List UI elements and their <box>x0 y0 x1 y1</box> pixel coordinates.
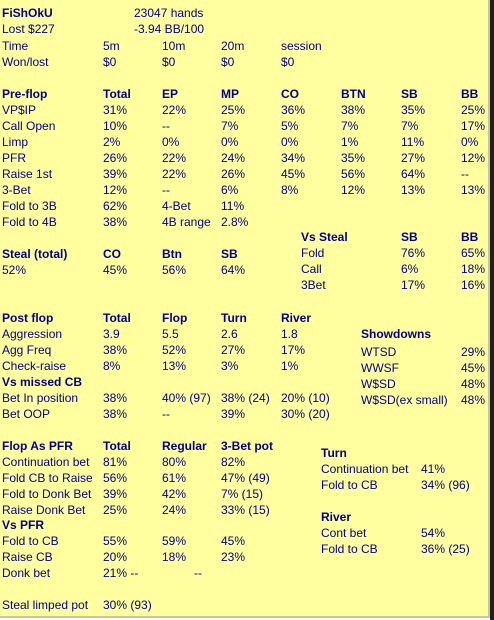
stat-value: 2% <box>103 135 121 149</box>
col-header: SB <box>401 87 418 101</box>
stat-label: WTSD <box>361 345 397 359</box>
steal-limped-label: Steal limped pot <box>2 598 89 612</box>
turn-title: Turn <box>321 446 347 460</box>
stat-value: 64% <box>401 167 426 181</box>
stat-value: 30% (20) <box>281 407 330 421</box>
steal-title: Steal (total) <box>2 247 68 261</box>
won-value: $0 <box>221 55 235 69</box>
stat-value: 22% <box>162 151 187 165</box>
stat-value: 12% <box>341 183 366 197</box>
col-header: Turn <box>221 311 247 325</box>
stat-label: Donk bet <box>2 566 51 580</box>
stat-label: Continuation bet <box>321 462 409 476</box>
stat-value: 38% <box>103 343 128 357</box>
stat-label: Aggression <box>2 327 63 341</box>
stat-label: Limp <box>2 135 29 149</box>
stat-value: 23% <box>221 550 246 564</box>
won-value: $0 <box>103 55 117 69</box>
stat-value: 22% <box>162 103 187 117</box>
stat-value: 13% <box>461 183 486 197</box>
stat-value: 61% <box>162 471 187 485</box>
stat-label: Call <box>301 262 322 276</box>
col-header: Regular <box>162 439 207 453</box>
stat-value: 3.9 <box>103 327 120 341</box>
won-value: $0 <box>162 55 176 69</box>
stat-value: 12% <box>103 183 128 197</box>
col-header: BTN <box>341 87 366 101</box>
flop-pfr-title: Flop As PFR <box>2 439 73 453</box>
stat-value: 13% <box>162 359 187 373</box>
stat-value: 59% <box>162 534 187 548</box>
stat-value: 48% <box>461 377 486 391</box>
stat-value: 54% <box>421 526 446 540</box>
stat-value: 38% <box>103 391 128 405</box>
col-header: EP <box>162 87 179 101</box>
stat-value: 39% <box>103 167 128 181</box>
col-header: BB <box>461 87 479 101</box>
stat-label: Raise CB <box>2 550 53 564</box>
stat-label: W$SD(ex small) <box>361 393 448 407</box>
postflop-title: Post flop <box>2 311 54 325</box>
stat-value: 81% <box>103 455 128 469</box>
stat-value: 8% <box>281 183 299 197</box>
stat-label: 4-Bet <box>162 199 191 213</box>
stat-value: 76% <box>401 246 426 260</box>
bb-per-100: -3.94 BB/100 <box>134 22 205 36</box>
col-header: Total <box>103 311 131 325</box>
stat-label: WWSF <box>361 361 399 375</box>
stat-value: 40% (97) <box>162 391 211 405</box>
stat-label: VP$IP <box>2 103 37 117</box>
stat-label: PFR <box>2 151 26 165</box>
stat-value: 1.8 <box>281 327 298 341</box>
stat-value: 48% <box>461 393 486 407</box>
stat-value: 0% <box>281 135 299 149</box>
stat-value: 18% <box>162 550 187 564</box>
stat-value: 7% (15) <box>221 487 264 501</box>
col-header: SB <box>401 230 418 244</box>
stat-value: 36% (25) <box>421 542 470 556</box>
stat-value: 27% <box>221 343 246 357</box>
vs-pfr-title: Vs PFR <box>2 518 45 532</box>
won-label: Won/lost <box>2 55 49 69</box>
stat-value: 22% <box>162 167 187 181</box>
river-title: River <box>321 510 352 524</box>
col-header: 3-Bet pot <box>221 439 273 453</box>
stat-label: Fold <box>301 246 325 260</box>
stat-value: 20% (10) <box>281 391 330 405</box>
col-header: SB <box>221 247 238 261</box>
stat-value: 38% <box>341 103 366 117</box>
stat-value: 35% <box>341 151 366 165</box>
time-col: 20m <box>221 39 245 53</box>
stat-label: Fold to CB <box>321 542 378 556</box>
stat-value: 5.5 <box>162 327 179 341</box>
stat-value: 0% <box>221 135 239 149</box>
stat-label: 3-Bet <box>2 183 31 197</box>
stat-value: 25% <box>221 103 246 117</box>
stat-value: 6% <box>221 183 239 197</box>
stat-value: 45% <box>221 534 246 548</box>
stat-value: 10% <box>103 119 128 133</box>
stat-value: 24% <box>162 503 187 517</box>
stat-value: 2.8% <box>221 215 249 229</box>
stat-value: 38% <box>103 407 128 421</box>
time-label: Time <box>2 39 29 53</box>
stat-value: 29% <box>461 345 486 359</box>
stat-value: 25% <box>103 503 128 517</box>
stat-value: 62% <box>103 199 128 213</box>
stat-value: 20% <box>103 550 128 564</box>
stat-value: 27% <box>401 151 426 165</box>
stat-value: 52% <box>2 263 27 277</box>
stat-value: 31% <box>103 103 128 117</box>
stat-value: 13% <box>401 183 426 197</box>
stat-value: 38% <box>103 215 128 229</box>
stat-value: 18% <box>461 262 486 276</box>
col-header: Total <box>103 439 131 453</box>
col-header: MP <box>221 87 239 101</box>
stat-label: Fold to 3B <box>2 199 57 213</box>
stat-value: 56% <box>103 471 128 485</box>
vs-steal-title: Vs Steal <box>301 230 348 244</box>
stat-value: -- <box>194 566 202 580</box>
stat-value: 1% <box>341 135 359 149</box>
col-header: Flop <box>162 311 188 325</box>
scrollbar[interactable] <box>490 0 494 620</box>
stat-value: 39% <box>103 487 128 501</box>
stat-value: 25% <box>461 103 486 117</box>
stat-value: 26% <box>221 167 246 181</box>
stat-value: -- <box>162 407 170 421</box>
stat-value: 64% <box>221 263 246 277</box>
stat-value: -- <box>461 167 469 181</box>
stat-value: 38% (24) <box>221 391 270 405</box>
time-col: 10m <box>162 39 186 53</box>
stat-label: Raise 1st <box>2 167 53 181</box>
stat-value: -- <box>162 183 170 197</box>
stat-value: 55% <box>103 534 128 548</box>
stat-value: 36% <box>281 103 306 117</box>
stat-label: Fold to CB <box>321 478 378 492</box>
showdowns-title: Showdowns <box>361 327 431 341</box>
stat-value: 16% <box>461 278 486 292</box>
stat-value: 1% <box>281 359 299 373</box>
stat-label: 4B range <box>162 215 211 229</box>
stat-value: 24% <box>221 151 246 165</box>
stat-value: 11% <box>401 135 425 149</box>
col-header: Total <box>103 87 131 101</box>
stat-label: Fold to Donk Bet <box>2 487 92 501</box>
stat-label: Cont bet <box>321 526 367 540</box>
stat-value: 0% <box>162 135 180 149</box>
hands-count: 23047 hands <box>134 6 204 20</box>
steal-limped-value: 30% (93) <box>103 598 152 612</box>
stat-value: 12% <box>461 151 486 165</box>
stat-value: 39% <box>221 407 246 421</box>
stat-value: -- <box>162 119 170 133</box>
stat-value: 17% <box>281 343 306 357</box>
time-col: session <box>281 39 322 53</box>
stat-value: 65% <box>461 246 486 260</box>
stat-value: 41% <box>421 462 446 476</box>
stat-value: 8% <box>103 359 121 373</box>
col-header: CO <box>103 247 121 261</box>
stat-label: Call Open <box>2 119 56 133</box>
stat-label: Continuation bet <box>2 455 90 469</box>
stat-label: Agg Freq <box>2 343 52 357</box>
stat-value: 35% <box>401 103 426 117</box>
stat-label: 3Bet <box>301 278 326 292</box>
stat-label: Bet In position <box>2 391 79 405</box>
stat-value: 33% (15) <box>221 503 270 517</box>
stat-value: 17% <box>401 278 426 292</box>
stat-value: 7% <box>221 119 239 133</box>
stat-value: 82% <box>221 455 246 469</box>
missed-cb-title: Vs missed CB <box>2 375 83 389</box>
stat-value: 21% -- <box>103 566 139 580</box>
stat-value: 6% <box>401 262 419 276</box>
stat-value: 34% (96) <box>421 478 470 492</box>
stat-value: 7% <box>341 119 359 133</box>
stat-value: 5% <box>281 119 299 133</box>
stat-label: Fold CB to Raise <box>2 471 93 485</box>
stat-value: 3% <box>221 359 239 373</box>
stat-label: Bet OOP <box>2 407 51 421</box>
stat-value: 7% <box>401 119 419 133</box>
lost-amount: Lost $227 <box>2 22 55 36</box>
stat-value: 17% <box>461 119 486 133</box>
col-header: River <box>281 311 312 325</box>
stat-label: Fold to CB <box>2 534 59 548</box>
stat-value: 45% <box>461 361 486 375</box>
stat-value: 80% <box>162 455 187 469</box>
stat-value: 56% <box>162 263 187 277</box>
stat-value: 11% <box>221 199 245 213</box>
time-col: 5m <box>103 39 120 53</box>
stat-label: Fold to 4B <box>2 215 57 229</box>
won-value: $0 <box>281 55 295 69</box>
stat-value: 2.6 <box>221 327 238 341</box>
stat-value: 52% <box>162 343 187 357</box>
stat-value: 0% <box>461 135 479 149</box>
col-header: BB <box>461 230 479 244</box>
stat-label: Check-raise <box>2 359 67 373</box>
stat-value: 56% <box>341 167 366 181</box>
stat-label: W$SD <box>361 377 396 391</box>
player-name: FiShOkU <box>2 6 53 20</box>
col-header: CO <box>281 87 299 101</box>
stat-value: 45% <box>281 167 306 181</box>
stat-value: 45% <box>103 263 128 277</box>
preflop-title: Pre-flop <box>2 87 48 101</box>
stat-value: 47% (49) <box>221 471 270 485</box>
stat-label: Raise Donk Bet <box>2 503 86 517</box>
stat-value: 42% <box>162 487 187 501</box>
stat-value: 34% <box>281 151 306 165</box>
col-header: Btn <box>162 247 182 261</box>
stat-value: 26% <box>103 151 128 165</box>
